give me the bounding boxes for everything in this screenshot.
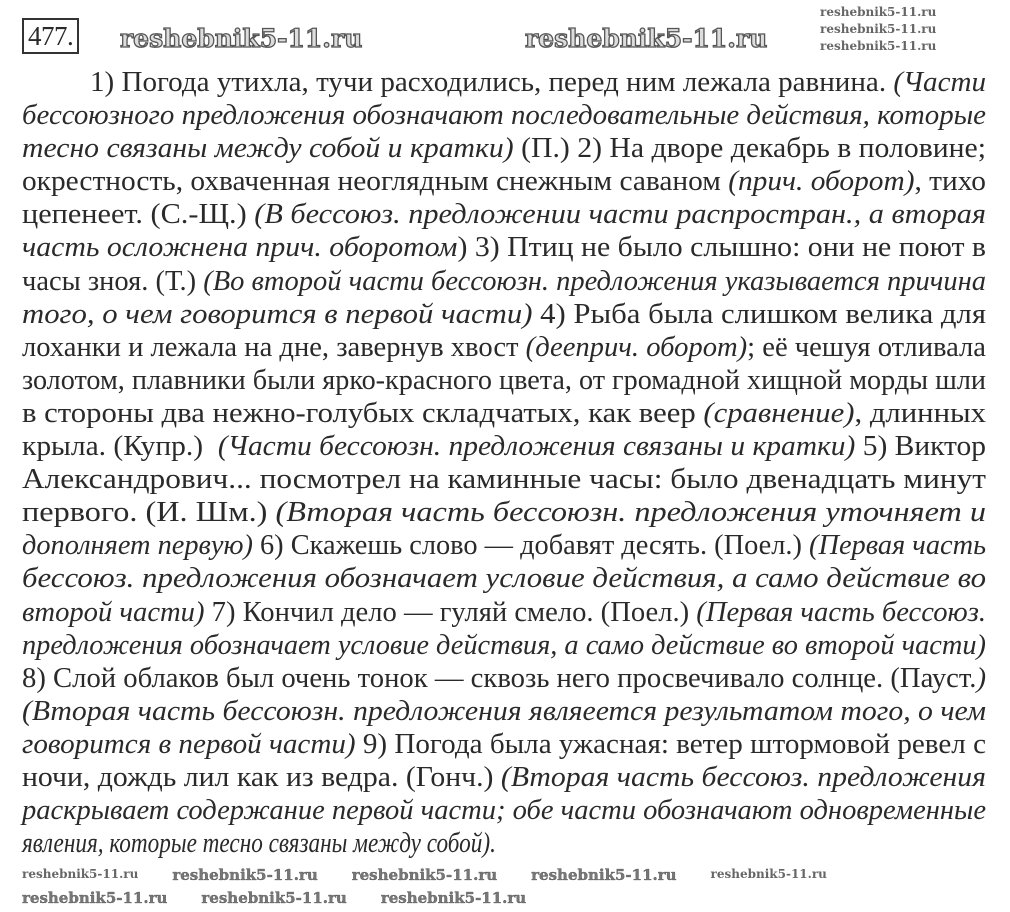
commentary-text: (В бессоюз. предложении части распростран., а вторая (254, 198, 986, 231)
text-line (22, 695, 986, 728)
watermark: reshebnik5-11.ru (820, 5, 937, 19)
commentary-text: того, о чем говорится в первой части) (22, 297, 533, 330)
commentary-text: явления, которые тесно связаны между собой). (22, 827, 496, 860)
exercise-number: 477. (22, 18, 79, 54)
watermark: reshebnik5-11.ru (820, 39, 937, 53)
commentary-text: (сравнение) (703, 396, 855, 429)
text-line (22, 397, 986, 430)
watermark: reshebnik5-11.ru (120, 24, 363, 53)
sentence-text: цепенеет. (С.-Щ.) (22, 198, 255, 231)
sentence-text: 4) Рыба была слишком велика для (532, 297, 986, 330)
commentary-text: дополняет первую) (22, 529, 253, 562)
sentence-text: первого. (И. Шм.) (22, 496, 276, 529)
commentary-text: тесно связаны между собой и кратки) (22, 132, 514, 165)
sentence-text: часы зноя. (Т.) (22, 264, 204, 297)
text-line (22, 662, 986, 695)
text-line (22, 132, 986, 165)
commentary-text: говорится в первой части) (22, 727, 356, 760)
text-line (22, 265, 986, 298)
watermark: reshebnik5-11.ru (201, 889, 347, 907)
sentence-text: 5) Виктор (855, 430, 986, 463)
text-line (22, 430, 986, 463)
commentary-text: (прич. оборот) (728, 165, 915, 198)
text-line (22, 596, 986, 629)
commentary-text: второй части) (22, 595, 205, 628)
sentence-text: 7) Кончил дело — гуляй смело. (Поел.) (204, 595, 697, 628)
sentence-text: лоханки и лежала на дне, завернув хвост (22, 330, 526, 363)
sentence-text: , тихо (914, 165, 986, 198)
text-line (22, 827, 986, 860)
watermark: reshebnik5-11.ru (531, 866, 677, 884)
sentence-text: ; её чешуя отливала (747, 330, 986, 363)
text-line (22, 231, 986, 264)
text-line (22, 629, 986, 662)
watermark-group-bottom (22, 866, 986, 910)
commentary-text: (Первая часть (809, 529, 986, 562)
watermark-group-top (820, 4, 1000, 55)
commentary-text: (Вторая часть бессоюзн. предложения являеется результатом того, о чем (22, 694, 986, 727)
answer-text (22, 66, 986, 860)
watermark: reshebnik5-11.ru (172, 866, 318, 884)
commentary-text: раскрывает содержание первой части; обе части обозначают одновременные (22, 794, 986, 827)
text-line (22, 496, 986, 529)
text-line (22, 99, 986, 132)
text-line (22, 529, 986, 562)
watermark: reshebnik5-11.ru (525, 24, 768, 53)
commentary-text: ) (976, 661, 986, 694)
text-line (22, 198, 986, 231)
commentary-text: предложения обозначает условие действия, а само действие во второй части) (22, 628, 986, 661)
sentence-text: 1) Погода утихла, тучи расходились, перед ним лежала равнина. (90, 66, 894, 98)
sentence-text: ) 3) Птиц не было слышно: они не поют в (457, 231, 986, 264)
sentence-text: (П.) 2) На дворе декабрь в половине; (513, 132, 986, 165)
commentary-text: (Вторая часть бессоюз. предложения (500, 760, 986, 793)
watermark: reshebnik5-11.ru (710, 867, 827, 881)
text-line (22, 794, 986, 827)
watermark: reshebnik5-11.ru (820, 22, 937, 36)
watermark: reshebnik5-11.ru (22, 889, 168, 907)
watermark: reshebnik5-11.ru (380, 889, 527, 907)
sentence-text: ночи, дождь лил как из ведра. (Гонч.) (22, 760, 501, 793)
sentence-text: крыла. (Купр.) (22, 430, 218, 463)
commentary-text: (Во второй части бессоюзн. предложения указывается причина (203, 264, 986, 297)
commentary-text: бессоюз. предложения обозначает условие действия, а само действие во (22, 562, 986, 595)
commentary-text: (Первая часть бессоюз. (696, 595, 986, 628)
sentence-text: 6) Скажешь слово — добавят десять. (Поел.) (252, 529, 810, 562)
sentence-text: золотом, плавники были ярко-красного цвета, от громадной хищной морды шли (22, 363, 986, 396)
text-line (22, 331, 986, 364)
watermark: reshebnik5-11.ru (22, 867, 139, 881)
sentence-text: в стороны два нежно-голубых складчатых, как веер (22, 396, 704, 429)
text-line (22, 364, 986, 397)
text-line (22, 66, 986, 99)
commentary-text: бессоюзного предложения обозначают последовательные действия, которые (22, 99, 986, 132)
commentary-text: часть осложнена прич. оборотом (22, 231, 458, 264)
commentary-text: (Части (893, 66, 986, 98)
sentence-text: , длинных (854, 396, 987, 429)
text-line (22, 728, 986, 761)
text-line (22, 165, 986, 198)
sentence-text: 8) Слой облаков был очень тонок — сквозь него просвечивало солнце. (Пауст. (22, 661, 977, 694)
sentence-text: окрестность, охваченная неоглядным снежным саваном (22, 165, 729, 198)
commentary-text: (Вторая часть бессоюзн. предложения уточняет и (275, 496, 987, 529)
watermark: reshebnik5-11.ru (351, 866, 498, 884)
text-line (22, 562, 986, 595)
text-line (22, 463, 986, 496)
text-line (22, 298, 986, 331)
commentary-text: (дееприч. оборот) (525, 330, 748, 363)
sentence-text: Александрович... посмотрел на каминные часы: было двенадцать минут (22, 463, 987, 496)
commentary-text: (Части бессоюзн. предложения связаны и кратки) (217, 430, 856, 463)
sentence-text: 9) Погода была ужасная: ветер штормовой ревел с (355, 727, 986, 760)
text-line (22, 761, 986, 794)
